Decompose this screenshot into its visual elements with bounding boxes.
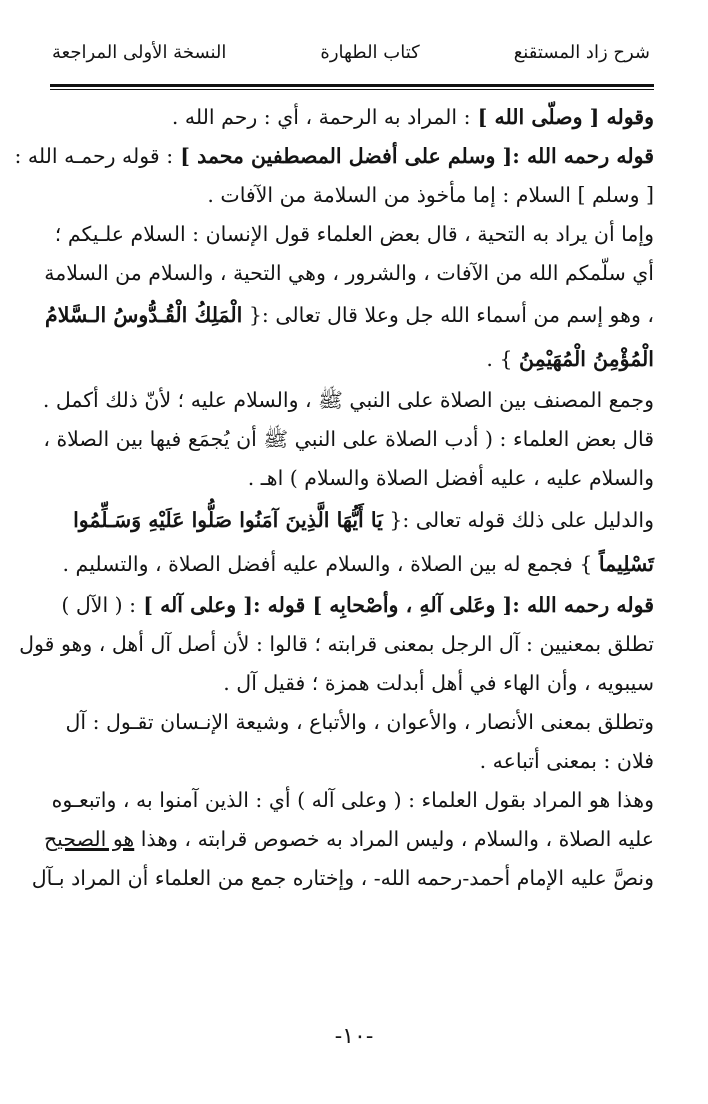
text-line [43,820,654,859]
text-line [50,542,654,586]
text-line [50,586,654,625]
line-text: ، وهو إسم من أسماء الله جل وعلا قال تعالى :{ [242,303,654,327]
line-text: والسلام عليه ، عليه أفضل الصلاة والسلام ) اهـ . [247,466,654,490]
line-text: وهذا هو المراد بقول العلماء : ( وعلى آله ) أي : الذين آمنوا به ، واتبعـوه [51,788,654,812]
header-rule-thick [50,84,654,87]
bold-heading: وقوله [ وصلّى الله ] [470,105,654,129]
text-line [50,98,654,137]
header-rule-thin [50,89,654,90]
text-line [50,215,654,254]
quran-quote: الْمَلِكُ الْقُـدُّوسُ الـسَّلامُ [45,303,243,327]
header-edition-note: النسخة الأولى المراجعة [52,42,227,63]
line-text: والدليل على ذلك قوله تعالى :{ [382,508,654,532]
line-text: } فجمع له بين الصلاة ، والسلام عليه أفضل الصلاة ، والتسليم . [62,552,599,576]
line-text: : ( الآل ) [61,593,137,617]
line-text: فلان : بمعنى أتباعه . [479,749,654,773]
text-line [50,337,654,381]
text-line [50,742,654,781]
quran-quote: يَا أَيُّهَا الَّذِينَ آمَنُوا صَلُّوا عَلَيْهِ وَسَـلِّمُوا [73,508,383,532]
text-line [42,381,654,420]
line-text: أي سلّمكم الله من الآفات ، والشرور ، وهي التحية ، والسلام من السلامة [44,261,654,285]
line-text: قال بعض العلماء : ( أدب الصلاة على النبي ﷺ أن يُجمَع فيها بين الصلاة ، [43,427,654,451]
text-line [50,459,654,498]
underlined-phrase: هو الصحيح [43,827,135,851]
text-line [50,664,654,703]
text-line [14,137,654,176]
text-line [19,625,654,664]
text-line [50,781,654,820]
text-line [43,420,654,459]
bold-heading: قوله رحمه الله :[ وسلم على أفضل المصطفين محمد ] [173,144,654,168]
text-line [45,293,654,337]
line-text: وإما أن يراد به التحية ، قال بعض العلماء قول الإنسان : السلام علـيكم ؛ [54,222,654,246]
line-text: سيبويه ، وأن الهاء في أهل أبدلت همزة ؛ فقيل آل . [223,671,654,695]
quran-quote: الْمُؤْمِنُ الْمُهَيْمِنُ [519,347,654,371]
line-text: ونصَّ عليه الإمام أحمد-رحمه الله- ، وإختاره جمع من العلماء أن المراد بـآل [31,866,654,890]
running-header [52,42,650,78]
text-line [50,498,654,542]
text-line [44,254,654,293]
line-text: وتطلق بمعنى الأنصار ، والأعوان ، والأتباع ، وشيعة الإنـسان تقـول : آل [65,710,654,734]
line-text: : المراد به الرحمة ، أي : رحم الله . [171,105,471,129]
header-book-title: شرح زاد المستقنع [513,42,650,63]
header-chapter-title: كتاب الطهارة [320,42,420,63]
page-number: -١٠- [334,1024,374,1049]
line-text: } . [486,347,519,371]
body-text [14,98,654,898]
quran-quote: تَسْلِيماً [598,552,654,576]
text-line [50,176,654,215]
bold-heading: قوله رحمه الله :[ وعَلى آلهِ ، وأصْحابِه ] قوله :[ وعلى آله ] [136,593,654,617]
text-line [50,703,654,742]
line-text: وجمع المصنف بين الصلاة على النبي ﷺ ، والسلام عليه ؛ لأنّ ذلك أكمل . [42,388,654,412]
line-text: عليه الصلاة ، والسلام ، وليس المراد به خصوص قرابته ، وهذا [134,827,654,851]
line-text: : قوله رحمـه الله : [14,144,174,168]
line-text: تطلق بمعنيين : آل الرجل بمعنى قرابته ؛ قالوا : لأن أصل آل أهل ، وهو قول [19,632,654,656]
text-line [31,859,654,898]
line-text: [ وسلم ] السلام : إما مأخوذ من السلامة من الآفات . [207,183,654,207]
